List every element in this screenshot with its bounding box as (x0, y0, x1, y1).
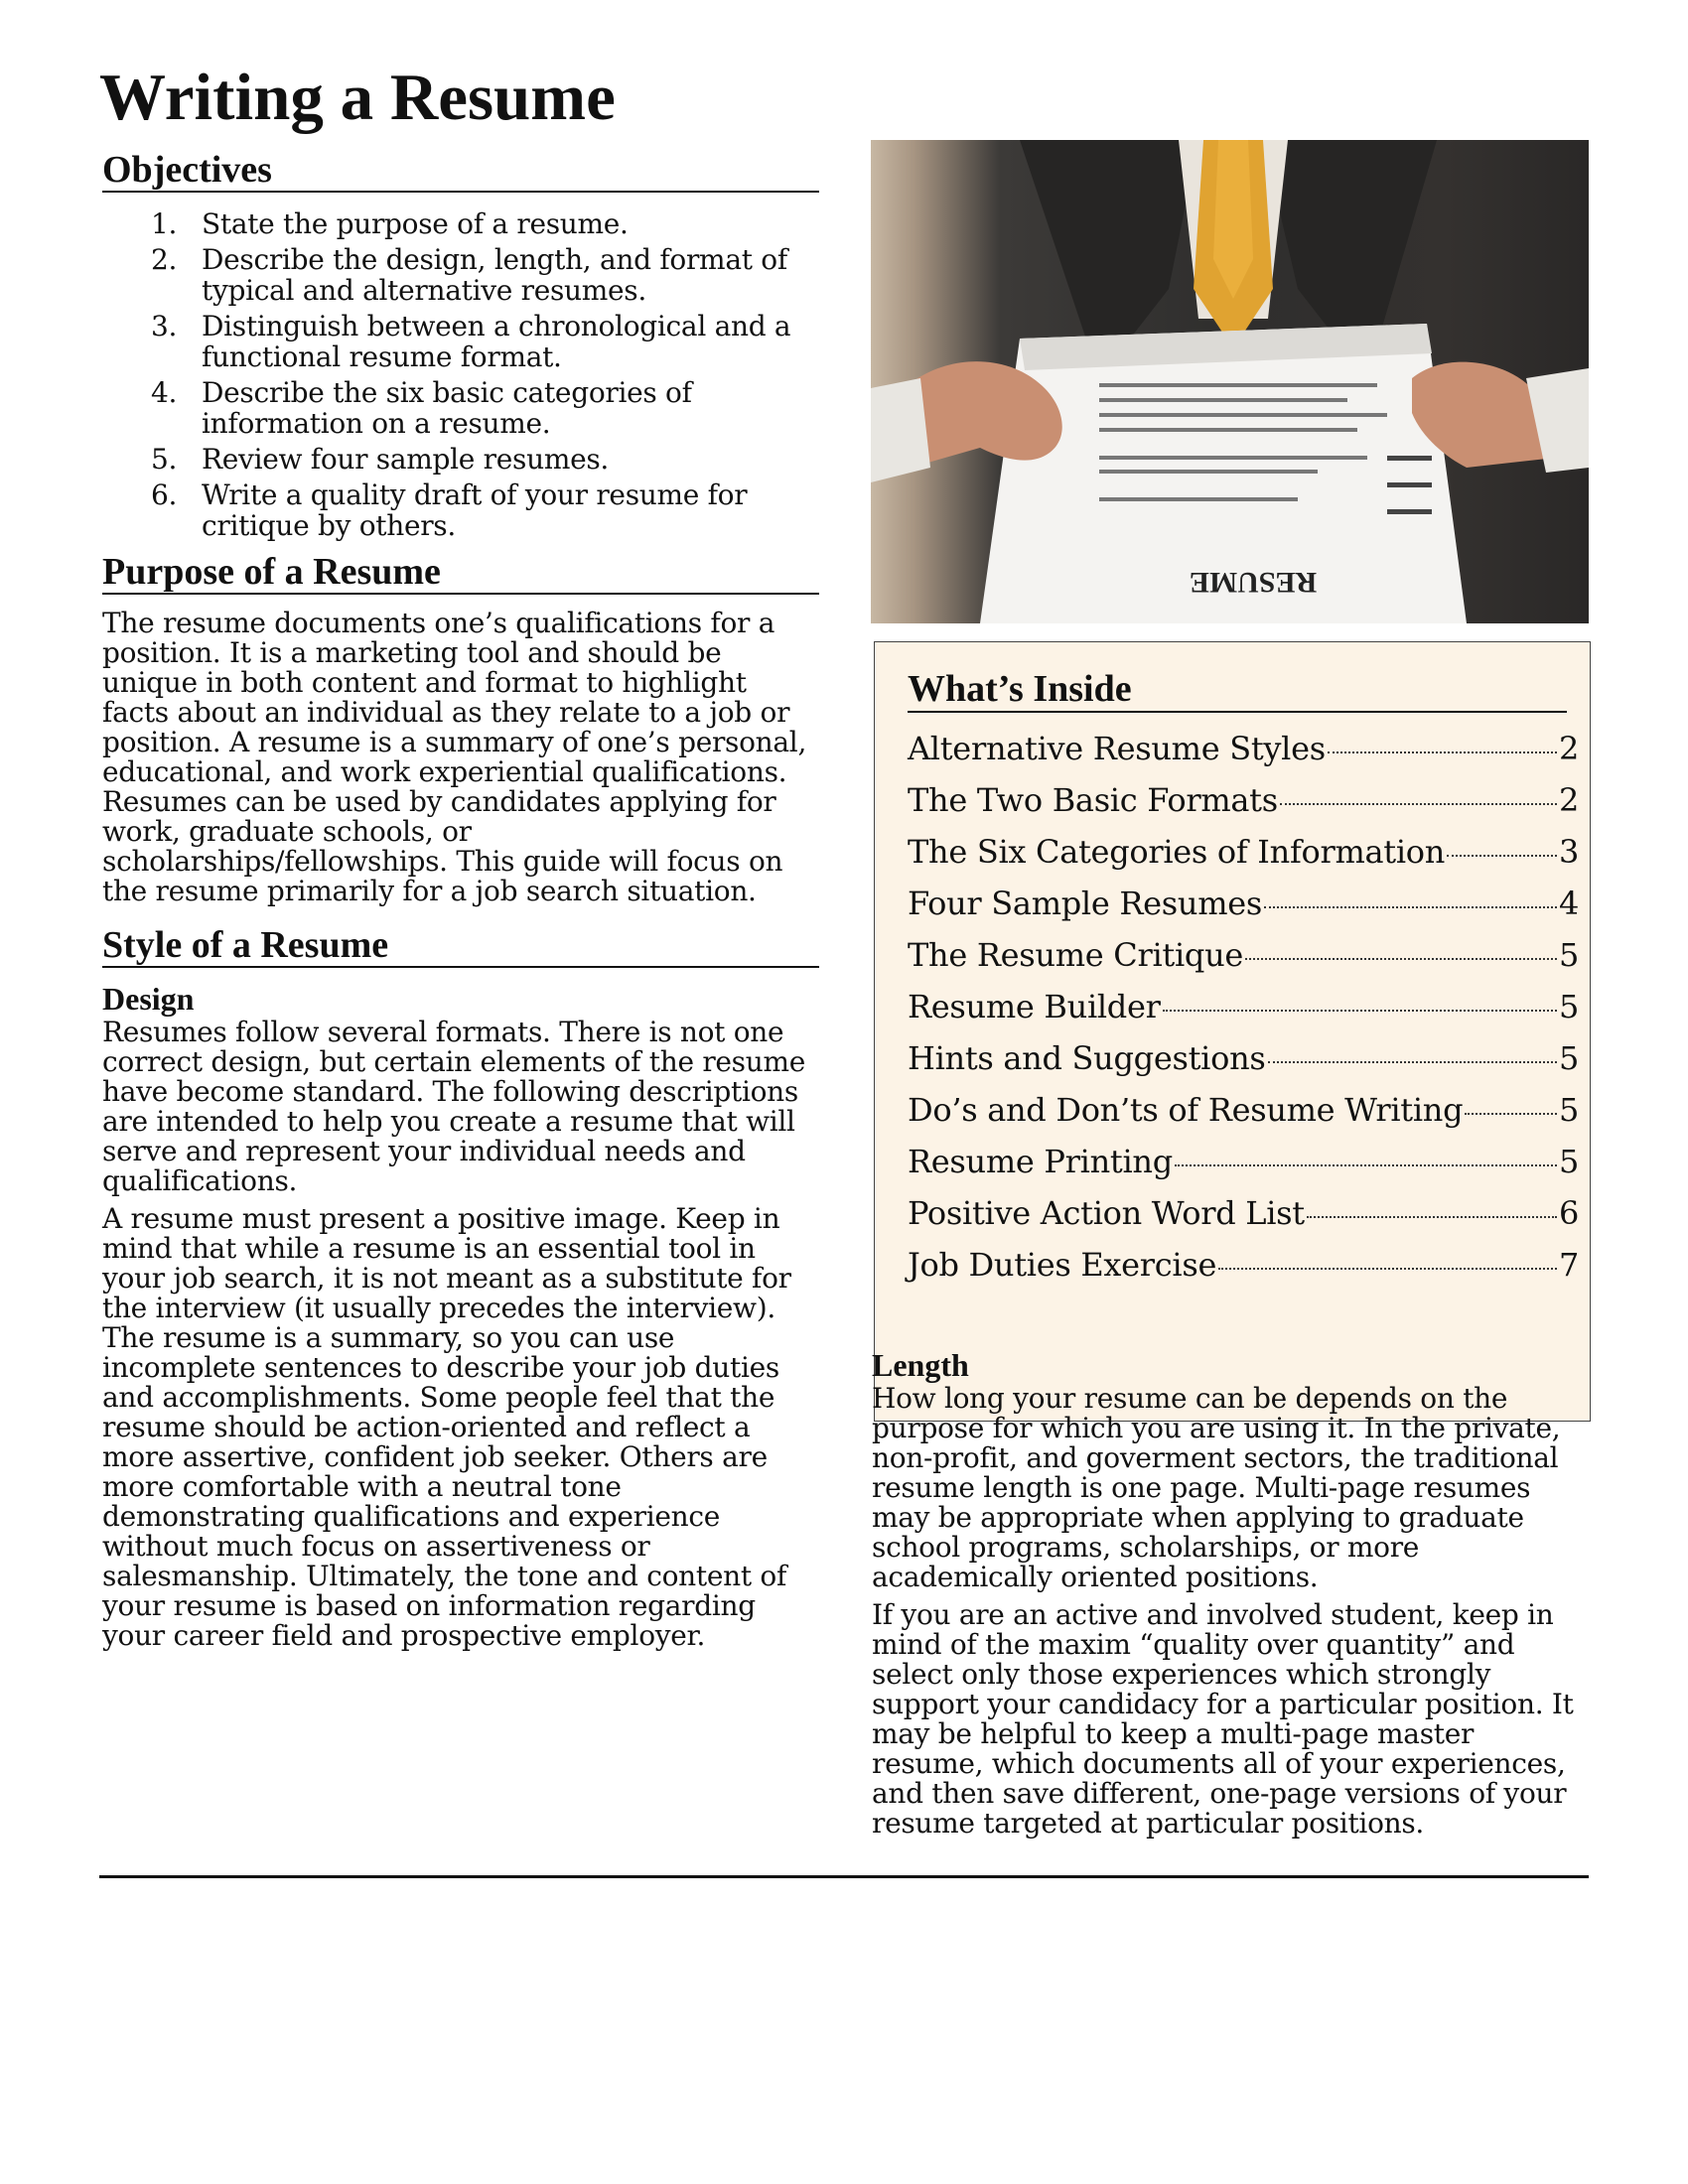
list-item (102, 479, 819, 541)
page-title: Writing a Resume (99, 61, 616, 134)
toc-item[interactable] (908, 833, 1579, 885)
whats-inside-box (874, 641, 1591, 1422)
list-number: 5. (151, 443, 178, 476)
toc-label: Job Duties Exercise (908, 1246, 1217, 1284)
toc-page: 2 (1558, 781, 1579, 819)
toc-page: 2 (1558, 730, 1579, 767)
toc-page: 5 (1558, 936, 1579, 974)
toc-item[interactable] (908, 1039, 1579, 1091)
length-section (872, 1346, 1589, 1839)
toc-item[interactable] (908, 988, 1579, 1039)
list-number: 2. (151, 243, 178, 276)
list-item-text: Describe the design, length, and format of typical and alternative resumes. (202, 243, 787, 307)
list-item-text: Distinguish between a chronological and a functional resume format. (202, 310, 791, 373)
photo-illustration (871, 140, 1589, 623)
list-item-text: Describe the six basic categories of information on a resume. (202, 376, 692, 440)
resume-handoff-photo (871, 140, 1589, 623)
purpose-heading: Purpose of a Resume (102, 551, 819, 595)
length-paragraph-1: How long your resume can be depends on the purpose for which you are using it. In the private, non-profit, and goverment sectors, the traditional resume length is one page. Multi-page resumes may be appropriate when applying to graduate school programs, scholarships, or more academically oriented positions. (872, 1382, 1561, 1593)
toc-item[interactable] (908, 1194, 1579, 1246)
toc-leader (1328, 751, 1557, 753)
length-heading: Length (872, 1347, 969, 1383)
toc-item[interactable] (908, 1143, 1579, 1194)
toc-leader (1175, 1164, 1557, 1166)
list-item (102, 444, 819, 475)
toc-item[interactable] (908, 1246, 1579, 1297)
list-item (102, 208, 819, 239)
table-of-contents (908, 730, 1579, 1297)
paper-title: RESUME (1189, 566, 1318, 599)
toc-label: The Resume Critique (908, 936, 1244, 974)
list-item-text: Write a quality draft of your resume for critique by others. (202, 478, 748, 542)
toc-leader (1465, 1113, 1557, 1115)
toc-label: Do’s and Don’ts of Resume Writing (908, 1091, 1464, 1129)
toc-label: The Two Basic Formats (908, 781, 1278, 819)
toc-item[interactable] (908, 730, 1579, 781)
purpose-paragraph: The resume documents one’s qualifications for a position. It is a marketing tool and should be unique in both content and format to highlight facts about an individual as they relate to a job or position. A resume is a summary of one’s personal, educational, and work experiential qualifications. Resumes can be used by candidates applying for work, graduate schools, or scholarships/fellowships. This guide will focus on the resume primarily for a job search situation. (102, 607, 807, 907)
toc-label: Alternative Resume Styles (908, 730, 1326, 767)
toc-page: 5 (1558, 1091, 1579, 1129)
list-number: 4. (151, 376, 178, 409)
toc-leader (1264, 906, 1557, 908)
toc-leader (1245, 958, 1557, 960)
toc-page: 3 (1558, 833, 1579, 871)
list-number: 6. (151, 478, 178, 511)
style-heading: Style of a Resume (102, 924, 819, 968)
toc-label: The Six Categories of Information (908, 833, 1446, 871)
list-item (102, 377, 819, 439)
length-paragraph-2: If you are an active and involved student, keep in mind of the maxim “quality over quantity” and select only those experiences which strongly support your candidacy for a particular position. It may be helpful to keep a multi-page master resume, which documents all of your experiences, and then save different, one-page versions of your resume targeted at particular positions. (872, 1598, 1574, 1840)
objectives-list (102, 208, 819, 541)
toc-page: 5 (1558, 1143, 1579, 1180)
toc-label: Four Sample Resumes (908, 885, 1263, 922)
toc-page: 4 (1558, 885, 1579, 922)
toc-label: Resume Printing (908, 1143, 1173, 1180)
toc-leader (1218, 1268, 1557, 1270)
list-number: 3. (151, 310, 178, 342)
toc-leader (1268, 1061, 1557, 1063)
toc-page: 5 (1558, 988, 1579, 1025)
toc-leader (1163, 1010, 1557, 1012)
toc-item[interactable] (908, 1091, 1579, 1143)
list-item-text: Review four sample resumes. (202, 443, 610, 476)
toc-item[interactable] (908, 885, 1579, 936)
toc-label: Hints and Suggestions (908, 1039, 1266, 1077)
design-heading: Design (102, 981, 195, 1017)
objectives-heading: Objectives (102, 149, 819, 193)
bottom-divider (99, 1875, 1589, 1878)
toc-label: Positive Action Word List (908, 1194, 1305, 1232)
toc-page: 5 (1558, 1039, 1579, 1077)
left-column (102, 149, 819, 1651)
toc-leader (1280, 803, 1557, 805)
design-paragraph-1: Resumes follow several formats. There is not one correct design, but certain elements of the resume have become standard. The following descriptions are intended to help you create a resume that will serve and represent your individual needs and qualifications. (102, 1016, 805, 1197)
toc-page: 7 (1558, 1246, 1579, 1284)
list-number: 1. (151, 207, 178, 240)
toc-leader (1307, 1216, 1557, 1218)
design-paragraph-2: A resume must present a positive image. Keep in mind that while a resume is an essential tool in your job search, it is not meant as a substitute for the interview (it usually precedes the interview). The resume is a summary, so you can use incomplete sentences to describe your job duties and accomplishments. Some people feel that the resume should be action-oriented and reflect a more assertive, confident job seeker. Others are more comfortable with a neutral tone demonstrating qualifications and experience without much focus on assertiveness or salesmanship. Ultimately, the tone and content of your resume is based on information regarding your career field and prospective employer. (102, 1202, 791, 1652)
toc-page: 6 (1558, 1194, 1579, 1232)
toc-label: Resume Builder (908, 988, 1161, 1025)
whats-inside-heading: What’s Inside (908, 667, 1567, 713)
toc-item[interactable] (908, 781, 1579, 833)
toc-item[interactable] (908, 936, 1579, 988)
toc-leader (1447, 855, 1557, 857)
list-item (102, 244, 819, 306)
list-item-text: State the purpose of a resume. (202, 207, 629, 240)
list-item (102, 311, 819, 372)
